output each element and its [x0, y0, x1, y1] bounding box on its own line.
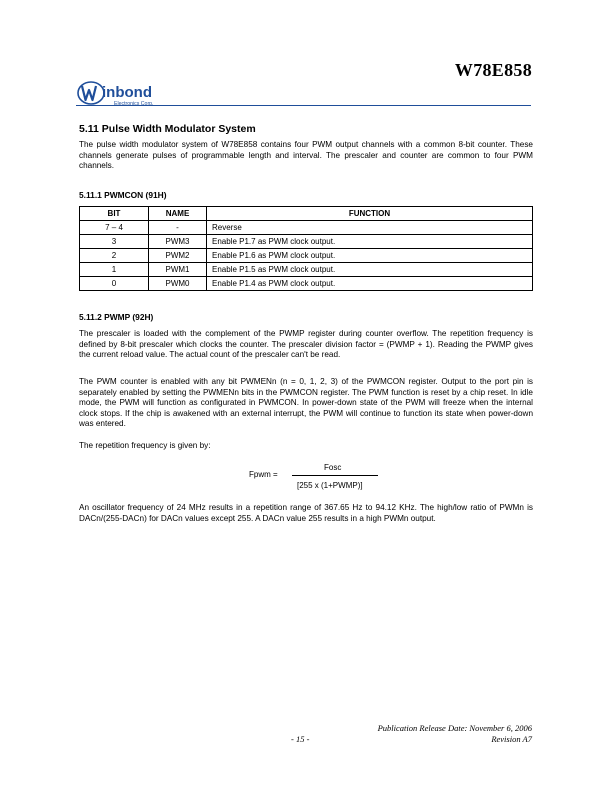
column-header-bit: BIT	[80, 207, 149, 221]
pwmcon-register-table	[79, 206, 533, 291]
pwmp-paragraph-4: An oscillator frequency of 24 MHz results in a repetition range of 367.65 Hz to 94.12 KHz. The high/low ratio of PWMn is DACn/(255-DACn) for DACn values except 255. A DACn value 255 results in a high PWMn output.	[79, 503, 533, 523]
table-header-row	[80, 207, 533, 221]
formula-label: Fpwm =	[249, 470, 278, 479]
formula-fraction-bar	[292, 475, 378, 476]
bit-cell: 7 – 4	[80, 221, 149, 235]
footer-revision: Revision A7	[491, 734, 532, 744]
bit-cell: 2	[80, 249, 149, 263]
pwmp-heading: 5.11.2 PWMP (92H)	[79, 312, 154, 322]
section-intro: The pulse width modulator system of W78E858 contains four PWM output channels with a common 8-bit counter. These channels generate pulses of programmable length and interval. The prescaler and counter are common to four PWM channels.	[79, 140, 533, 171]
name-cell: -	[149, 221, 207, 235]
section-heading: 5.11 Pulse Width Modulator System	[79, 123, 256, 135]
table-row	[80, 263, 533, 277]
name-cell: PWM1	[149, 263, 207, 277]
logo-subtext: Electronics Corp.	[114, 101, 154, 107]
table-row	[80, 235, 533, 249]
header-divider	[76, 105, 531, 106]
pwmp-paragraph-1: The prescaler is loaded with the complement of the PWMP register during counter overflow. The repetition frequency is defined by 8-bit prescaler which clocks the counter. The prescaler division factor = (PWMP + 1). Reading the PWMP gives the current reload value. The actual count of the prescaler can't be read.	[79, 329, 533, 360]
pwmp-paragraph-2: The PWM counter is enabled with any bit PWMENn (n = 0, 1, 2, 3) of the PWMCON register. Output to the port pin is separately enabled by setting the PWMENn bits in the PWMCON register. The PWM function is reset by a chip reset. In idle mode, the PWM will function as configurated in PWMCON. In power-down state of the PWM will freeze when the internal clock stops. If the chip is awakened with an external interrupt, the PWM will continue to function its state when power-down was entered.	[79, 377, 533, 429]
function-cell: Enable P1.4 as PWM clock output.	[207, 277, 533, 291]
function-cell: Enable P1.6 as PWM clock output.	[207, 249, 533, 263]
function-cell: Reverse	[207, 221, 533, 235]
table-row	[80, 249, 533, 263]
table-row	[80, 277, 533, 291]
name-cell: PWM2	[149, 249, 207, 263]
function-cell: Enable P1.5 as PWM clock output.	[207, 263, 533, 277]
winbond-logo-icon	[76, 80, 186, 108]
formula-denominator: [255 x (1+PWMP)]	[297, 481, 363, 490]
formula-numerator: Fosc	[324, 463, 342, 472]
bit-cell: 0	[80, 277, 149, 291]
column-header-function: FUNCTION	[207, 207, 533, 221]
footer-page-number: - 15 -	[291, 734, 310, 744]
function-cell: Enable P1.7 as PWM clock output.	[207, 235, 533, 249]
column-header-name: NAME	[149, 207, 207, 221]
bit-cell: 3	[80, 235, 149, 249]
pwmcon-heading: 5.11.1 PWMCON (91H)	[79, 190, 167, 200]
document-title: W78E858	[454, 60, 532, 80]
winbond-logo	[76, 80, 186, 108]
footer-release-date: Publication Release Date: November 6, 2006	[377, 723, 532, 733]
table-row	[80, 221, 533, 235]
logo-wordmark: inbond	[102, 84, 152, 101]
pwmp-paragraph-3: The repetition frequency is given by:	[79, 441, 211, 450]
name-cell: PWM3	[149, 235, 207, 249]
bit-cell: 1	[80, 263, 149, 277]
name-cell: PWM0	[149, 277, 207, 291]
